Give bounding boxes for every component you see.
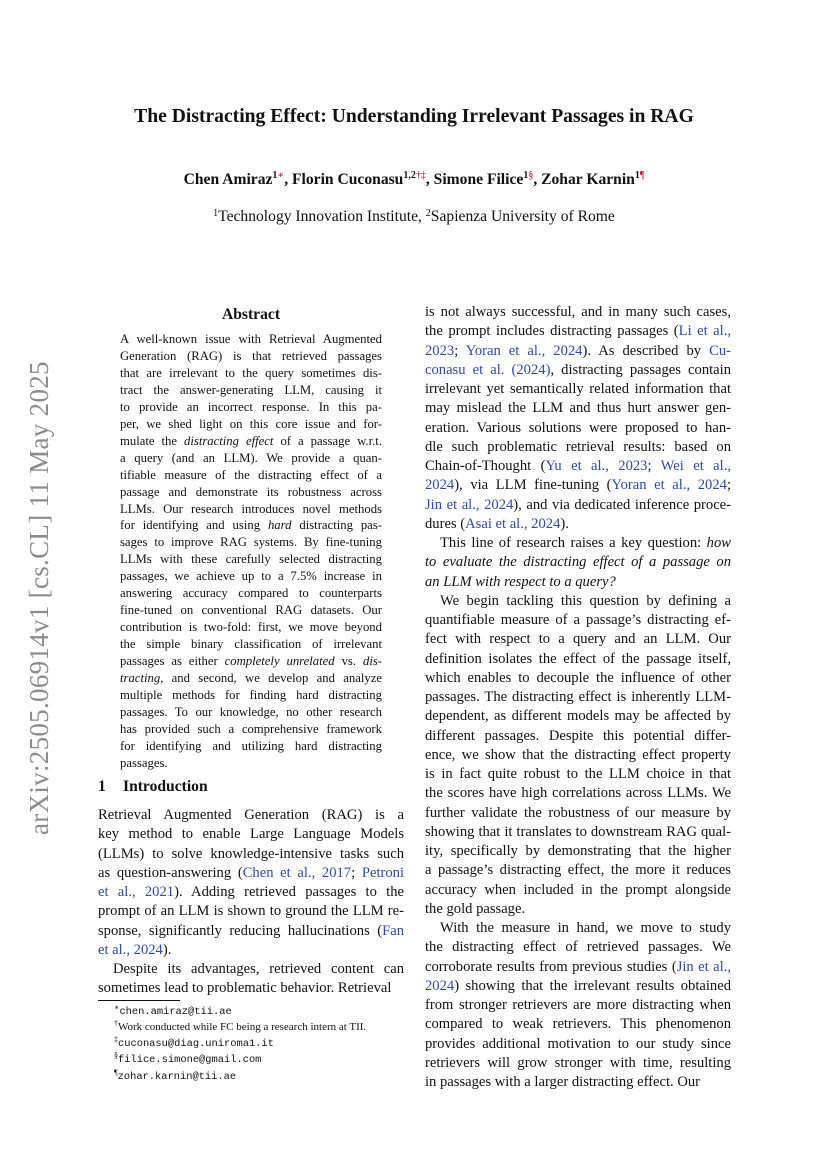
citation-link[interactable]: Chen et al., 2017 (242, 864, 352, 881)
text-line: from stronger retrievers are more distracting when (425, 997, 731, 1013)
text-line: in passages with a larger distracting effect. Our (425, 1074, 701, 1090)
text-line: the gold passage. (425, 900, 526, 917)
text-line: sponse, significantly reducing hallucinations (Fan (98, 922, 404, 939)
text-line: to evaluate the distracting effect of a passage on (425, 554, 731, 571)
footnote: ∗chen.amiraz@tii.ae (114, 1003, 232, 1018)
text-line: for identifying and utilizing hard distracting (120, 738, 382, 753)
text-line: the simple binary classification of irrelevant (120, 637, 382, 652)
text-line: conasu et al. (2024), distracting passages contain (425, 361, 731, 378)
text-line: corroborate results from previous studies (Jin et al., (425, 958, 731, 975)
text-line: irrelevant yet semantically related information that (425, 381, 731, 397)
text-line: Retrieval Augmented Generation (RAG) is a (98, 807, 404, 823)
text-line: which enables to decouple the influence of other (425, 669, 731, 686)
text-line: for identifying and using hard distracting pas- (120, 518, 382, 533)
paper-title: The Distracting Effect: Understanding Irrelevant Passages in RAG (134, 106, 694, 127)
text-line: a query (and an LLM). We provide a quan- (120, 450, 382, 465)
footnote: ¶zohar.karnin@tii.ae (114, 1067, 237, 1083)
citation-link[interactable]: Cu- (709, 342, 731, 359)
text-line: an LLM with respect to a query? (425, 573, 616, 590)
text-line: et al., 2024). (98, 941, 172, 958)
text-line: Jin et al., 2024), and via dedicated inference proce- (425, 496, 732, 513)
citation-link[interactable]: Asai et al., 2024 (465, 515, 561, 532)
citation-link[interactable]: Wei et al., (660, 458, 731, 474)
text-line: Despite its advantages, retrieved content can (113, 961, 404, 977)
text-line: key method to enable Large Language Models (98, 826, 404, 843)
text-line: retrievers will grow stronger with time, resulting (425, 1054, 731, 1071)
affiliation: Sapienza University of Rome (430, 208, 615, 225)
text-line: to provide an incorrect response. In this pa- (120, 399, 382, 414)
text-line: dures (Asai et al., 2024). (425, 515, 569, 532)
text-line: tracting, and second, we develop and analyze (120, 671, 382, 686)
citation-link[interactable]: Yoran et al., 2024 (611, 477, 727, 494)
text-line: provides additional motivation to our study since (425, 1035, 731, 1052)
text-line: accuracy when included in the prompt alongside (425, 881, 731, 898)
author-name: Chen Amiraz (183, 171, 273, 188)
text-line: Generation (RAG) is that retrieved passages (120, 348, 382, 363)
text-line: ity, specifically by demonstrating that the higher (425, 843, 731, 859)
citation-link[interactable]: conasu et al. (2024) (425, 361, 551, 378)
text-line: compared to weak retrievers. This phenomenon (425, 1016, 731, 1033)
text-line: passages. (120, 755, 168, 770)
text-line: contribution is two-fold: first, we move beyond (120, 620, 382, 635)
text-line: Chain-of-Thought (Yu et al., 2023; Wei et al., (425, 458, 731, 474)
text-line: the distracting effect of retrieved passages. We (425, 939, 731, 956)
text-line: 2024), via LLM fine-tuning (Yoran et al., 2024; (425, 477, 731, 494)
text-line: prompt of an LLM is shown to ground the LLM re- (98, 903, 404, 920)
author-name: Simone Filice (433, 171, 524, 188)
text-line: tifiable measure of the distracting effect of a (120, 467, 382, 482)
text-line: passages as either completely unrelated vs. dis- (120, 654, 382, 669)
citation-link[interactable]: Jin et al., 2024 (425, 496, 514, 513)
footnote: ‡cuconasu@diag.uniroma1.it (114, 1034, 274, 1050)
text-line: et al., 2021). Adding retrieved passages to the (98, 884, 404, 900)
citation-link[interactable]: Fan (382, 922, 404, 939)
text-line: eration. Various solutions were proposed to han- (425, 419, 731, 436)
text-line: 2023; Yoran et al., 2024). As described by Cu- (425, 342, 731, 359)
text-line: fect with respect to a query and an LLM. Our (425, 631, 731, 648)
text-line: has provided such a comprehensive framework (120, 721, 382, 736)
author-list: Chen Amiraz$^{1∗}$, Florin Cuconasu$^{1,2\dagger\ddagger}$, Simone Filice$^{1\S}$, Zohar Karnin$^{1\P}$ (183, 170, 645, 188)
citation-link[interactable]: 2023 (425, 342, 455, 359)
text-line: A well-known issue with Retrieval Augmented (120, 332, 382, 346)
affiliations: $^1$Technology Innovation Institute, $^2$Sapienza University of Rome (213, 208, 615, 225)
body-text-right-column (425, 303, 731, 1092)
text-line: dle such problematic retrieval results: based on (425, 438, 731, 455)
citation-link[interactable]: 2024 (425, 977, 455, 994)
text-line: We begin tackling this question by defining a (440, 592, 731, 609)
author-name: Zohar Karnin (541, 171, 635, 188)
citation-link[interactable]: Li et al., (678, 323, 731, 340)
citation-link[interactable]: et al., 2021 (98, 884, 175, 900)
text-line: multiple methods for finding hard distracting (120, 688, 382, 703)
text-line: different passages. Despite this potential differ- (425, 727, 731, 744)
text-line: the prompt includes distracting passages (Li et al., (425, 323, 731, 340)
text-line: a passage’s distracting effect, the more it reduces (425, 862, 731, 879)
arxiv-identifier: arXiv:2505.06914v1 [cs.CL] 11 May 2025 (24, 361, 54, 835)
section-heading: 1 Introduction (98, 778, 208, 795)
text-line: sages to improve RAG systems. By fine-tuning (120, 535, 382, 550)
text-line: showing that it translates to downstream RAG qual- (425, 823, 731, 840)
text-line: quantifiable measure of a passage’s distracting ef- (425, 612, 731, 628)
text-line: the scores have high correlations across LLMs. We (425, 785, 731, 802)
citation-link[interactable]: et al., 2024 (98, 941, 163, 958)
affiliation: Technology Innovation Institute (218, 208, 418, 225)
text-line: LLMs. Our research introduces novel methods (120, 501, 382, 516)
citation-link[interactable]: Petroni (361, 864, 405, 881)
footnote: §filice.simone@gmail.com (114, 1051, 262, 1067)
text-line: answering accuracy compared to counterparts (120, 586, 382, 601)
text-line: further validate the robustness of our measure by (425, 804, 731, 821)
text-line: (LLMs) to solve knowledge-intensive tasks such (98, 845, 404, 862)
text-line: is in fact quite robust to the LLM choice in that (425, 766, 731, 782)
text-line: This line of research raises a key question: how (440, 535, 731, 551)
abstract-body (120, 331, 382, 772)
text-line: may mislead the LLM and thus hurt answer gen- (425, 400, 731, 417)
text-line: mulate the distracting effect of a passage w.r.t. (120, 433, 383, 448)
text-line: LLMs with these carefully selected distracting (120, 552, 382, 567)
text-line: dependent, as different models may be affected by (425, 708, 731, 725)
text-line: With the measure in hand, we move to study (440, 920, 731, 936)
footnotes (114, 1004, 366, 1085)
text-line: sometimes lead to problematic behavior. Retrieval (98, 980, 392, 997)
text-line: passages, we achieve up to a 7.5% increase in (120, 569, 382, 584)
text-line: per, we shed light on this core issue and for- (120, 416, 382, 431)
citation-link[interactable]: Yu et al., 2023 (545, 458, 648, 474)
citation-link[interactable]: Jin et al., (676, 958, 731, 975)
footnote: †Work conducted while FC being a research intern at TII. (114, 1019, 367, 1034)
footnote-rule (98, 1000, 180, 1001)
body-text-left-column (98, 806, 404, 999)
text-line: definition isolates the effect of the passage itself, (425, 650, 731, 667)
text-line: 2024) showing that the irrelevant results obtained (425, 977, 731, 994)
text-line: passages. The distracting effect is inherently LLM- (425, 689, 731, 705)
text-line: ence, we show that the distracting effect property (425, 746, 731, 763)
text-line: as question-answering (Chen et al., 2017; Petroni (98, 864, 405, 881)
text-line: passages. To our knowledge, no other research (120, 704, 382, 719)
abstract-heading: Abstract (221, 306, 281, 323)
author-name: Florin Cuconasu (292, 171, 404, 188)
citation-link[interactable]: Yoran et al., 2024 (465, 342, 583, 359)
text-line: fine-tuned on conventional RAG datasets. Our (120, 603, 382, 618)
text-line: that are irrelevant to the query sometimes dis- (120, 365, 382, 380)
text-line: is not always successful, and in many such cases, (425, 304, 731, 320)
citation-link[interactable]: 2024 (425, 477, 455, 494)
text-line: passage and demonstrate its robustness across (120, 484, 382, 499)
text-line: tract the answer-generating LLM, causing it (120, 382, 382, 397)
